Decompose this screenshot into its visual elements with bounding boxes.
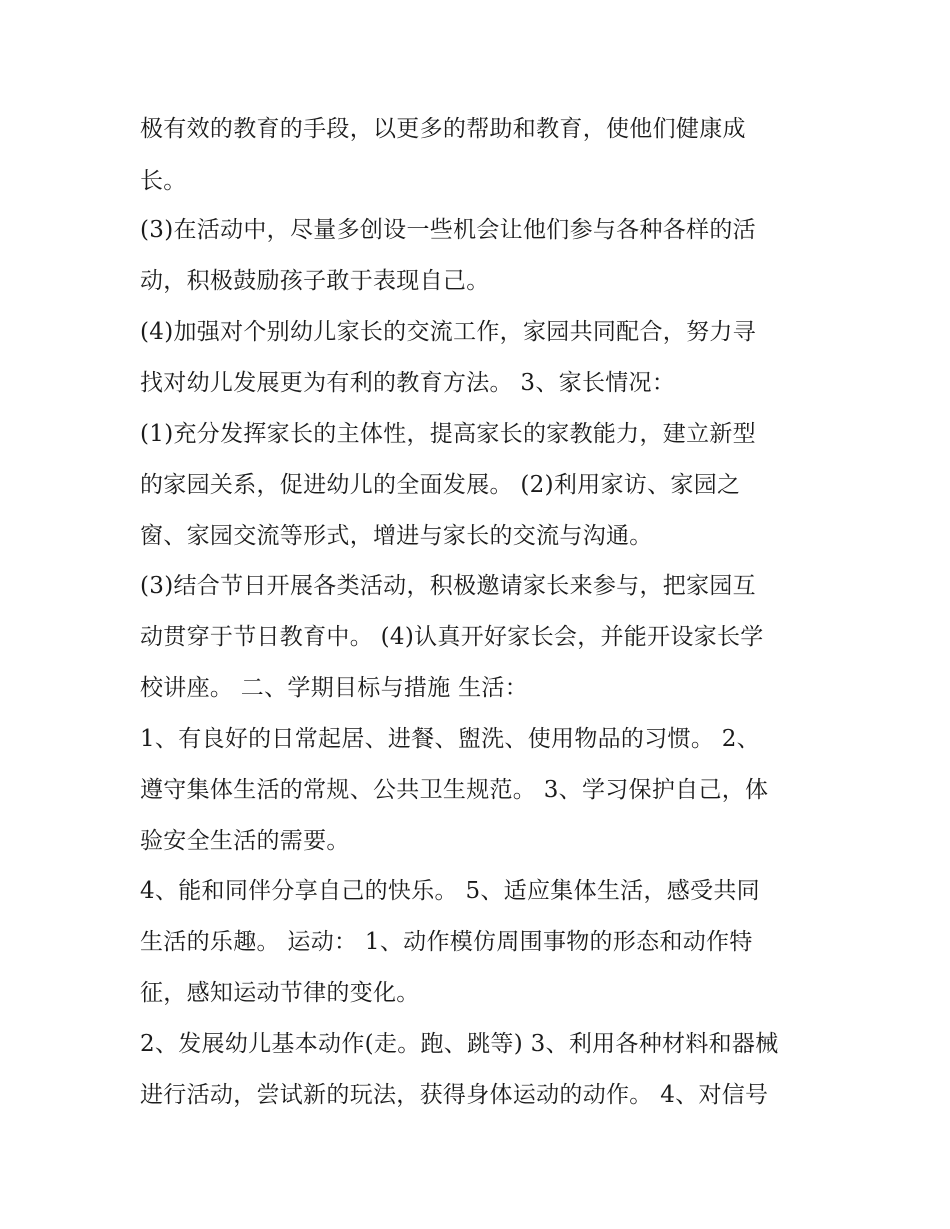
text-line: 极有效的教育的手段，以更多的帮助和教育，使他们健康成: [140, 116, 746, 142]
text-line: 验安全生活的需要。: [140, 828, 350, 854]
text-line: 进行活动，尝试新的玩法，获得身体运动的动作。 4、对信号: [140, 1082, 769, 1108]
text-line: 窗、家园交流等形式，增进与家长的交流与沟通。: [140, 523, 653, 549]
text-line: 的家园关系，促进幼儿的全面发展。 (2)利用家访、家园之: [140, 472, 741, 498]
text-line: 2、发展幼儿基本动作(走。跑、跳等) 3、利用各种材料和器械: [140, 1031, 779, 1057]
text-line: 生活的乐趣。 运动： 1、动作模仿周围事物的形态和动作特: [140, 929, 753, 955]
text-line: 找对幼儿发展更为有利的教育方法。 3、家长情况：: [140, 370, 676, 396]
text-line: (3)在活动中，尽量多创设一些机会让他们参与各种各样的活: [140, 217, 756, 243]
text-line: 校讲座。 二、学期目标与措施 生活：: [140, 675, 529, 701]
text-line: (3)结合节日开展各类活动，积极邀请家长来参与，把家园互: [140, 573, 756, 599]
text-line: 遵守集体生活的常规、公共卫生规范。 3、学习保护自己，体: [140, 777, 769, 803]
text-line: (1)充分发挥家长的主体性，提高家长的家教能力，建立新型: [140, 421, 756, 447]
text-line: 动贯穿于节日教育中。 (4)认真开好家长会，并能开设家长学: [140, 624, 764, 650]
text-line: 征，感知运动节律的变化。: [140, 980, 420, 1006]
text-line: 动，积极鼓励孩子敢于表现自己。: [140, 268, 490, 294]
text-line: (4)加强对个别幼儿家长的交流工作，家园共同配合，努力寻: [140, 319, 756, 345]
text-line: 长。: [140, 168, 187, 194]
text-line: 4、能和同伴分享自己的快乐。 5、适应集体生活，感受共同: [140, 878, 760, 904]
text-line: 1、有良好的日常起居、进餐、盥洗、使用物品的习惯。 2、: [140, 726, 760, 752]
